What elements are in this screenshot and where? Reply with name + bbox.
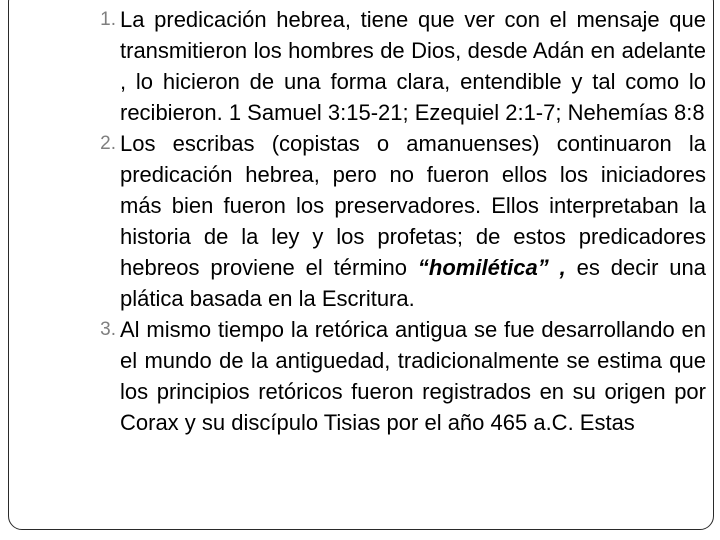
- list-item-text-after: es decir una plática basada en la Escritura.: [120, 255, 706, 311]
- list-number: 2.: [100, 133, 116, 154]
- numbered-list: [80, 4, 706, 438]
- list-number: 1.: [100, 9, 116, 30]
- list-item: [80, 4, 706, 128]
- list-item-text-before: Los escribas (copistas o amanuenses) continuaron la predicación hebrea, pero no fueron ellos los iniciadores más bien fueron los preservadores. Ellos interpretaban la historia de la ley y los profetas; de estos predicadores hebreos proviene el término: [120, 131, 706, 280]
- list-item: [80, 314, 706, 438]
- list-item: [80, 128, 706, 314]
- highlighted-term: “homilética” ,: [417, 255, 566, 280]
- list-number: 3.: [100, 319, 116, 340]
- list-item-text: Al mismo tiempo la retórica antigua se fue desarrollando en el mundo de la antiguedad, tradicionalmente se estima que los principios retóricos fueron registrados en su origen por Corax y su discípulo Tisias por el año 465 a.C. Estas: [120, 317, 706, 435]
- list-item-text: La predicación hebrea, tiene que ver con el mensaje que transmitieron los hombres de Dios, desde Adán en adelante , lo hicieron de una forma clara, entendible y tal como lo recibieron. 1 Samuel 3:15-21; Ezequiel 2:1-7; Nehemías 8:8: [120, 7, 706, 125]
